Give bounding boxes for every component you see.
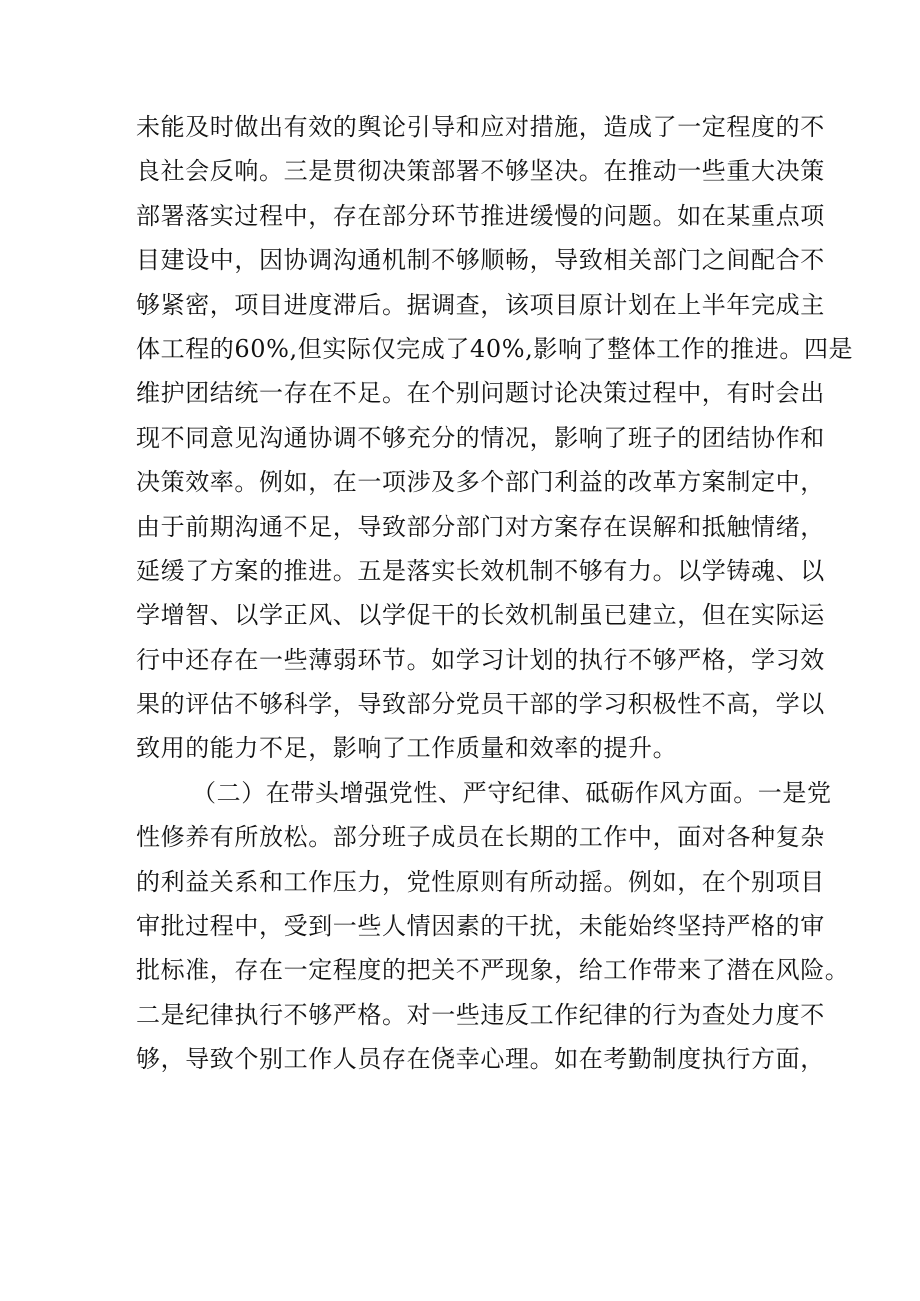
text-line: 目建设中，因协调沟通机制不够顺畅，导致相关部门之间配合不	[136, 246, 825, 275]
text-line: 够紧密，项目进度滞后。据调查，该项目原计划在上半年完成主	[136, 290, 825, 319]
text-line: 良社会反响。三是贯彻决策部署不够坚决。在推动一些重大决策	[136, 157, 825, 186]
text-line: 未能及时做出有效的舆论引导和应对措施，造成了一定程度的不	[136, 113, 825, 141]
text-line: 行中还存在一些薄弱环节。如学习计划的执行不够严格，学习效	[136, 645, 825, 674]
text-line: 由于前期沟通不足，导致部分部门对方案存在误解和抵触情绪，	[136, 512, 825, 541]
text-line: 延缓了方案的推进。五是落实长效机制不够有力。以学铸魂、以	[136, 556, 825, 585]
section-heading-line: （二）在带头增强党性、严守纪律、砥砺作风方面。一是党	[192, 778, 832, 807]
document-body	[136, 105, 854, 1082]
text-line: 体工程的60%,但实际仅完成了40%,影响了整体工作的推进。四是	[136, 334, 854, 363]
text-line: 够，导致个别工作人员存在侥幸心理。如在考勤制度执行方面，	[136, 1045, 825, 1074]
text-line: 果的评估不够科学，导致部分党员干部的学习积极性不高，学以	[136, 690, 825, 719]
text-line: 决策效率。例如，在一项涉及多个部门利益的改革方案制定中，	[136, 468, 825, 497]
text-line: 的利益关系和工作压力，党性原则有所动摇。例如，在个别项目	[136, 867, 825, 896]
text-line: 批标准，存在一定程度的把关不严现象，给工作带来了潜在风险。	[136, 956, 850, 985]
text-line: 学增智、以学正风、以学促干的长效机制虽已建立，但在实际运	[136, 601, 825, 630]
text-line: 部署落实过程中，存在部分环节推进缓慢的问题。如在某重点项	[136, 201, 825, 230]
text-line: 致用的能力不足，影响了工作质量和效率的提升。	[136, 734, 678, 763]
text-line: 性修养有所放松。部分班子成员在长期的工作中，面对各种复杂	[136, 823, 825, 852]
text-line: 二是纪律执行不够严格。对一些违反工作纪律的行为查处力度不	[136, 1000, 825, 1029]
text-line: 审批过程中，受到一些人情因素的干扰，未能始终坚持严格的审	[136, 912, 825, 941]
text-line: 现不同意见沟通协调不够充分的情况，影响了班子的团结协作和	[136, 423, 825, 452]
text-line: 维护团结统一存在不足。在个别问题讨论决策过程中，有时会出	[136, 379, 825, 408]
